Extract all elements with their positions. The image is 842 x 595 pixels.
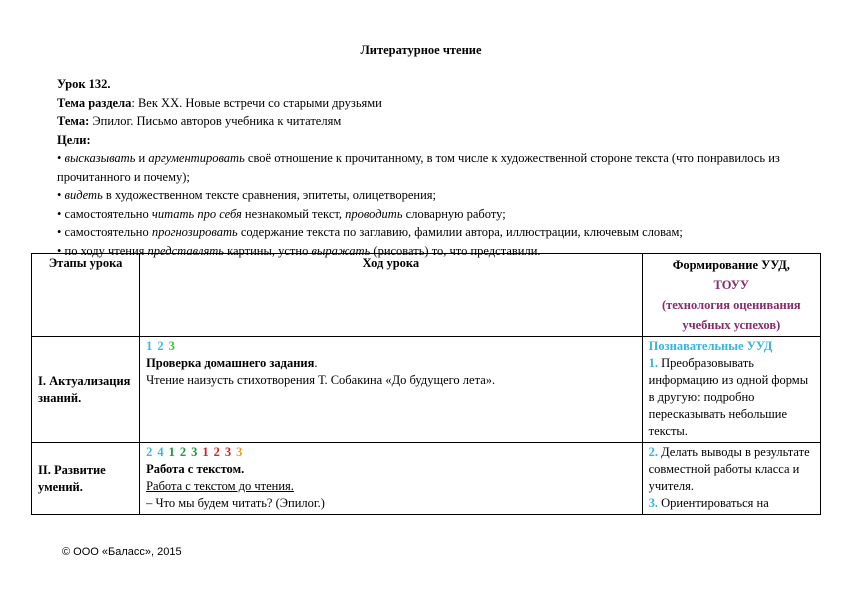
goal-item — [57, 149, 817, 186]
goal-text: и — [135, 151, 149, 165]
goal-em: представлять — [147, 243, 224, 258]
header-uud-title: Формирование УУД, — [672, 258, 790, 272]
bullet-icon: • — [57, 206, 62, 221]
assessment-number: 1 — [168, 445, 175, 459]
topic-label: Тема: — [57, 114, 90, 128]
uud-number: 2. — [648, 445, 658, 459]
goal-text: своё отношение к прочитанному, в том числе к художественной стороне текста (что понравилось из прочитанного и почему); — [57, 151, 780, 184]
page-title: Литературное чтение — [360, 43, 482, 57]
header-tech: (технология оценивания учебных успехов) — [661, 298, 801, 332]
uud-number: 3. — [648, 496, 658, 510]
lesson-number: Урок 132. — [57, 77, 111, 91]
assessment-number: 1 — [146, 339, 153, 353]
goal-text: самостоятельно — [64, 225, 152, 239]
section-label: Тема раздела — [57, 95, 132, 110]
goal-em: проводить — [345, 206, 403, 221]
goal-item — [57, 186, 817, 205]
goal-em: видеть — [64, 188, 103, 202]
assessment-number: 3 — [236, 445, 243, 459]
bullet-icon: • — [57, 151, 62, 165]
assessment-number: 3 — [168, 339, 175, 353]
header-uud — [642, 254, 820, 337]
stage-label: I. Актуализация знаний. — [38, 373, 131, 405]
goal-text: по ходу чтения — [64, 243, 148, 258]
uud-text: Преобразовывать информацию из одной формы в другую: подробно пересказывать небольшие тексты. — [648, 356, 809, 438]
uud-item — [649, 355, 814, 440]
uud-cell — [642, 443, 820, 515]
assessment-numbers — [146, 444, 636, 461]
uud-item — [649, 444, 814, 495]
course-heading-tail: . — [314, 356, 318, 370]
goal-text: (рисовать) то, что представили. — [370, 243, 541, 258]
stage-cell — [32, 337, 140, 443]
bullet-icon: • — [57, 243, 62, 258]
goal-item — [57, 205, 817, 224]
course-heading — [146, 355, 636, 372]
section-line — [57, 94, 817, 113]
uud-cell — [642, 337, 820, 443]
lesson-table — [31, 253, 821, 515]
goal-em: высказывать — [64, 151, 136, 165]
course-cell — [140, 337, 643, 443]
course-heading-text: Проверка домашнего задания — [146, 356, 315, 370]
goal-em: выражать — [311, 243, 371, 258]
assessment-number: 3 — [224, 445, 232, 459]
course-heading: Работа с текстом. — [146, 462, 245, 476]
assessment-numbers — [146, 338, 636, 355]
course-cell — [140, 443, 643, 515]
goal-text: содержание текста по заглавию, фамилии автора, иллюстрации, ключевым словам; — [237, 225, 683, 239]
uud-item — [649, 495, 814, 512]
goal-em: прогнозировать — [151, 225, 238, 239]
goal-text: словарную работу; — [402, 206, 506, 221]
assessment-number: 2 — [157, 339, 164, 353]
header-course: Ход урока — [140, 254, 643, 337]
goal-em: аргументировать — [148, 151, 245, 165]
assessment-number: 2 — [213, 445, 220, 459]
footer-copyright: © ООО «Баласс», 2015 — [62, 546, 182, 558]
topic-value: Эпилог. Письмо авторов учебника к читателям — [89, 114, 342, 128]
bullet-icon: • — [57, 225, 62, 239]
goals-label: Цели: — [57, 132, 91, 147]
assessment-number: 1 — [202, 445, 209, 459]
assessment-number: 2 — [179, 445, 187, 459]
header-toyy: ТОУУ — [713, 278, 750, 292]
topic-line — [57, 112, 817, 131]
table-header-row — [32, 254, 821, 337]
uud-title: Познавательные УУД — [648, 339, 773, 353]
uud-text: Ориентироваться на — [658, 496, 769, 510]
goal-text: в художественном тексте сравнения, эпитеты, олицетворения; — [102, 188, 436, 202]
stage-cell — [32, 443, 140, 515]
goal-item — [57, 223, 817, 242]
table-row — [32, 337, 821, 443]
assessment-number: 2 — [146, 445, 153, 459]
assessment-number: 4 — [157, 445, 164, 459]
assessment-number: 3 — [191, 445, 198, 459]
header-stages: Этапы урока — [32, 254, 140, 337]
section-value: : Век ХХ. Новые встречи со старыми друзьями — [131, 95, 382, 110]
goal-text: картины, устно — [223, 243, 312, 258]
stage-label: II. Развитие умений. — [38, 462, 106, 494]
bullet-icon: • — [57, 188, 62, 202]
goal-text: самостоятельно — [64, 206, 152, 221]
table-row — [32, 443, 821, 515]
course-subheading: Работа с текстом до чтения. — [146, 479, 294, 493]
uud-text: Делать выводы в результате совместной работы класса и учителя. — [648, 445, 810, 493]
course-text: – Что мы будем читать? (Эпилог.) — [146, 496, 325, 510]
lesson-header — [57, 75, 817, 260]
goal-text: незнакомый текст, — [241, 206, 346, 221]
course-text: Чтение наизусть стихотворения Т. Собакина «До будущего лета». — [146, 373, 496, 387]
uud-number: 1. — [648, 356, 658, 370]
goal-em: читать про себя — [151, 206, 242, 221]
